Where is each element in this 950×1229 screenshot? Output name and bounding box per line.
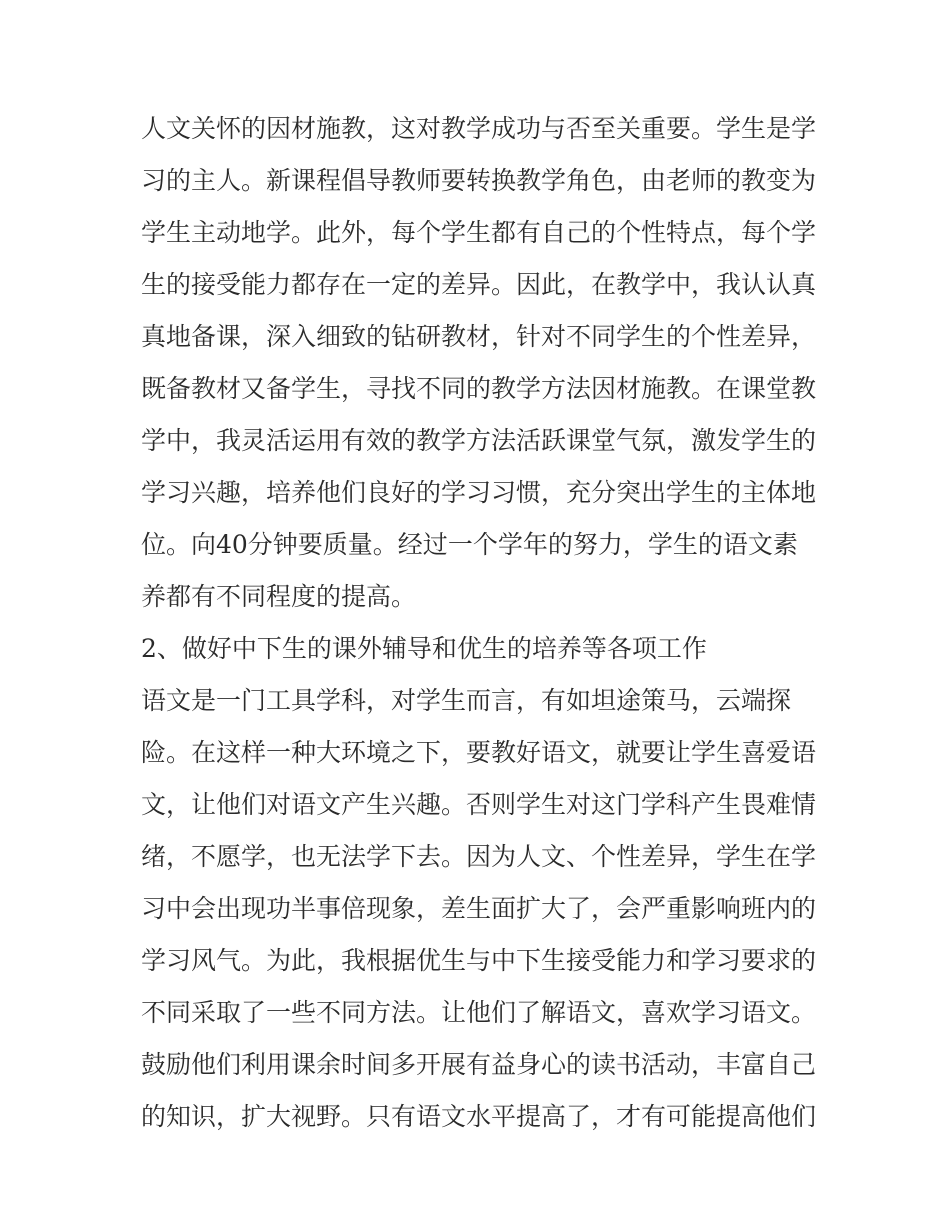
text-line: 人文关怀的因材施教，这对教学成功与否至关重要。学生是学 (141, 114, 817, 143)
text-line: 生的接受能力都存在一定的差异。因此，在教学中，我认认真 (141, 270, 817, 299)
text-line: 文，让他们对语文产生兴趣。否则学生对这门学科产生畏难情 (141, 790, 817, 819)
text-line: 学习风气。为此，我根据优生与中下生接受能力和学习要求的 (141, 946, 817, 975)
text-line: 的知识，扩大视野。只有语文水平提高了，才有可能提高他们 (141, 1102, 817, 1131)
text-line: 鼓励他们利用课余时间多开展有益身心的读书活动，丰富自己 (141, 1050, 817, 1079)
text-line: 不同采取了一些不同方法。让他们了解语文，喜欢学习语文。 (141, 998, 817, 1027)
text-line: 险。在这样一种大环境之下，要教好语文，就要让学生喜爱语 (141, 738, 817, 767)
text-line: 位。向40分钟要质量。经过一个学年的努力，学生的语文素 (141, 530, 798, 559)
text-line: 养都有不同程度的提高。 (141, 582, 417, 611)
text-line: 习的主人。新课程倡导教师要转换教学角色，由老师的教变为 (141, 166, 817, 195)
text-line: 学中，我灵活运用有效的教学方法活跃课堂气氛，激发学生的 (141, 426, 817, 455)
text-line: 既备教材又备学生，寻找不同的教学方法因材施教。在课堂教 (141, 374, 817, 403)
text-line: 习中会出现功半事倍现象，差生面扩大了，会严重影响班内的 (141, 894, 817, 923)
text-line: 学生主动地学。此外，每个学生都有自己的个性特点，每个学 (141, 218, 817, 247)
text-line: 学习兴趣，培养他们良好的学习习惯，充分突出学生的主体地 (141, 478, 817, 507)
text-line: 真地备课，深入细致的钻研教材，针对不同学生的个性差异， (141, 322, 817, 351)
text-line: 语文是一门工具学科，对学生而言，有如坦途策马，云端探 (141, 686, 792, 715)
section-heading: 2、做好中下生的课外辅导和优生的培养等各项工作 (141, 634, 707, 663)
text-line: 绪，不愿学，也无法学下去。因为人文、个性差异，学生在学 (141, 842, 817, 871)
